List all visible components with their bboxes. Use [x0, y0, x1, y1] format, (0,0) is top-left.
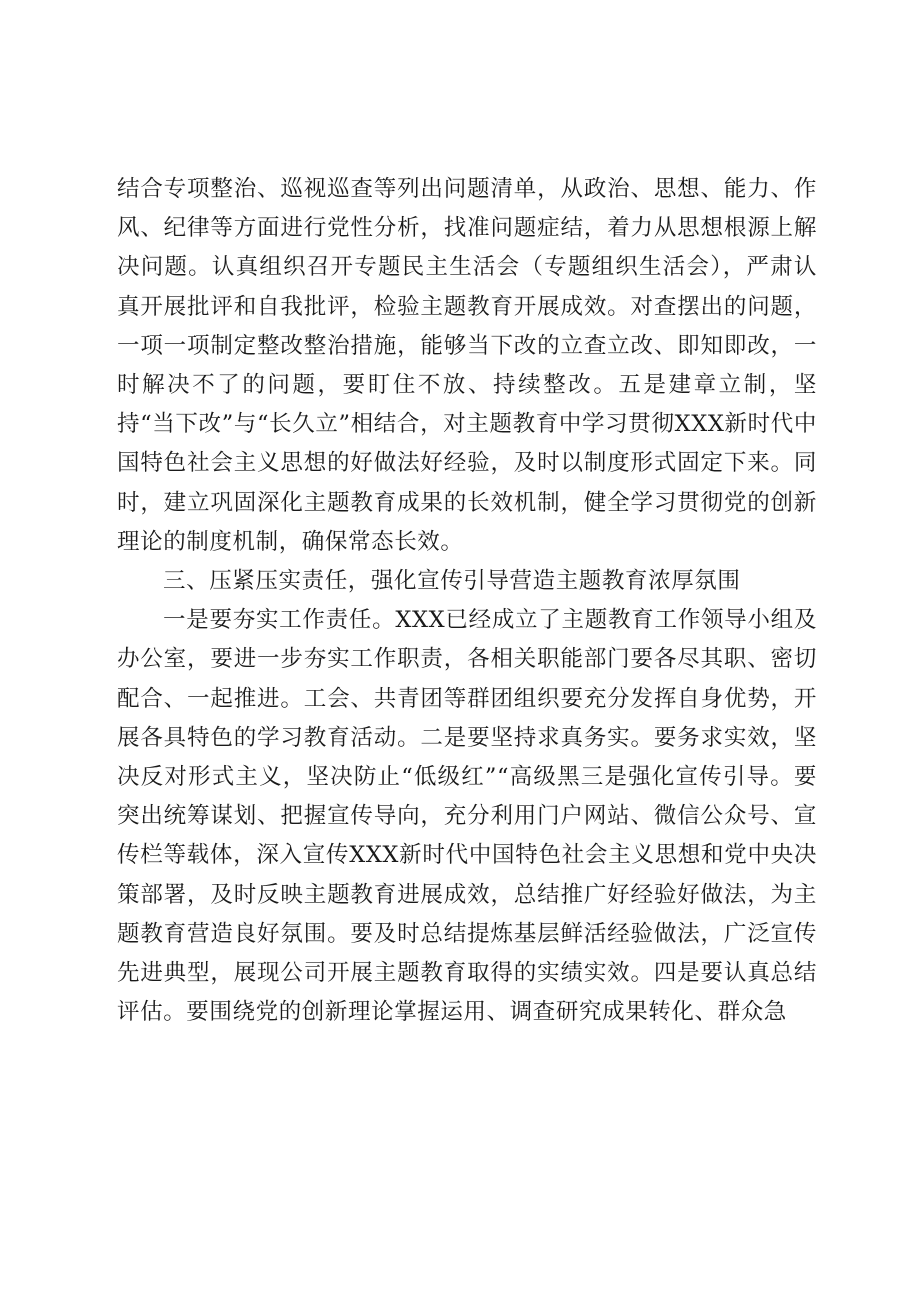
paragraph-rectification: 结合专项整治、巡视巡查等列出问题清单，从政治、思想、能力、作风、纪律等方面进行党性分析，找准问题症结，着力从思想根源上解决问题。认真组织召开专题民主生活会（专题组织生活会），严肃认真开展批评和自我批评，检验主题教育开展成效。对查摆出的问题，一项一项制定整改整治措施，能够当下改的立查立改、即知即改，一时解决不了的问题，要盯住不放、持续整改。五是建章立制，坚持“当下改”与“长久立”相结合，对主题教育中学习贯彻XXX新时代中国特色社会主义思想的好做法好经验，及时以制度形式固定下来。同时，建立巩固深化主题教育成果的长效机制，健全学习贯彻党的创新理论的制度机制，确保常态长效。 — [117, 176, 817, 555]
section-heading-three: 三、压紧压实责任，强化宣传引导营造主题教育浓厚氛围 — [163, 568, 741, 595]
document-body — [117, 170, 817, 1032]
paragraph-responsibility: 一是要夯实工作责任。XXX已经成立了主题教育工作领导小组及办公室，要进一步夯实工作职责，各相关职能部门要各尽其职、密切配合、一起推进。工会、共青团等群团组织要充分发挥自身优势，开展各具特色的学习教育活动。二是要坚持求真务实。要务求实效，坚决反对形式主义，坚决防止“低级红”“高级黑三是强化宣传引导。要突出统筹谋划、把握宣传导向，充分利用门户网站、微信公众号、宣传栏等载体，深入宣传XXX新时代中国特色社会主义思想和党中央决策部署，及时反映主题教育进展成效，总结推广好经验好做法，为主题教育营造良好氛围。要及时总结提炼基层鲜活经验做法，广泛宣传先进典型，展现公司开展主题教育取得的实绩实效。四是要认真总结评估。要围绕党的创新理论掌握运用、调查研究成果转化、群众急 — [117, 607, 817, 1026]
